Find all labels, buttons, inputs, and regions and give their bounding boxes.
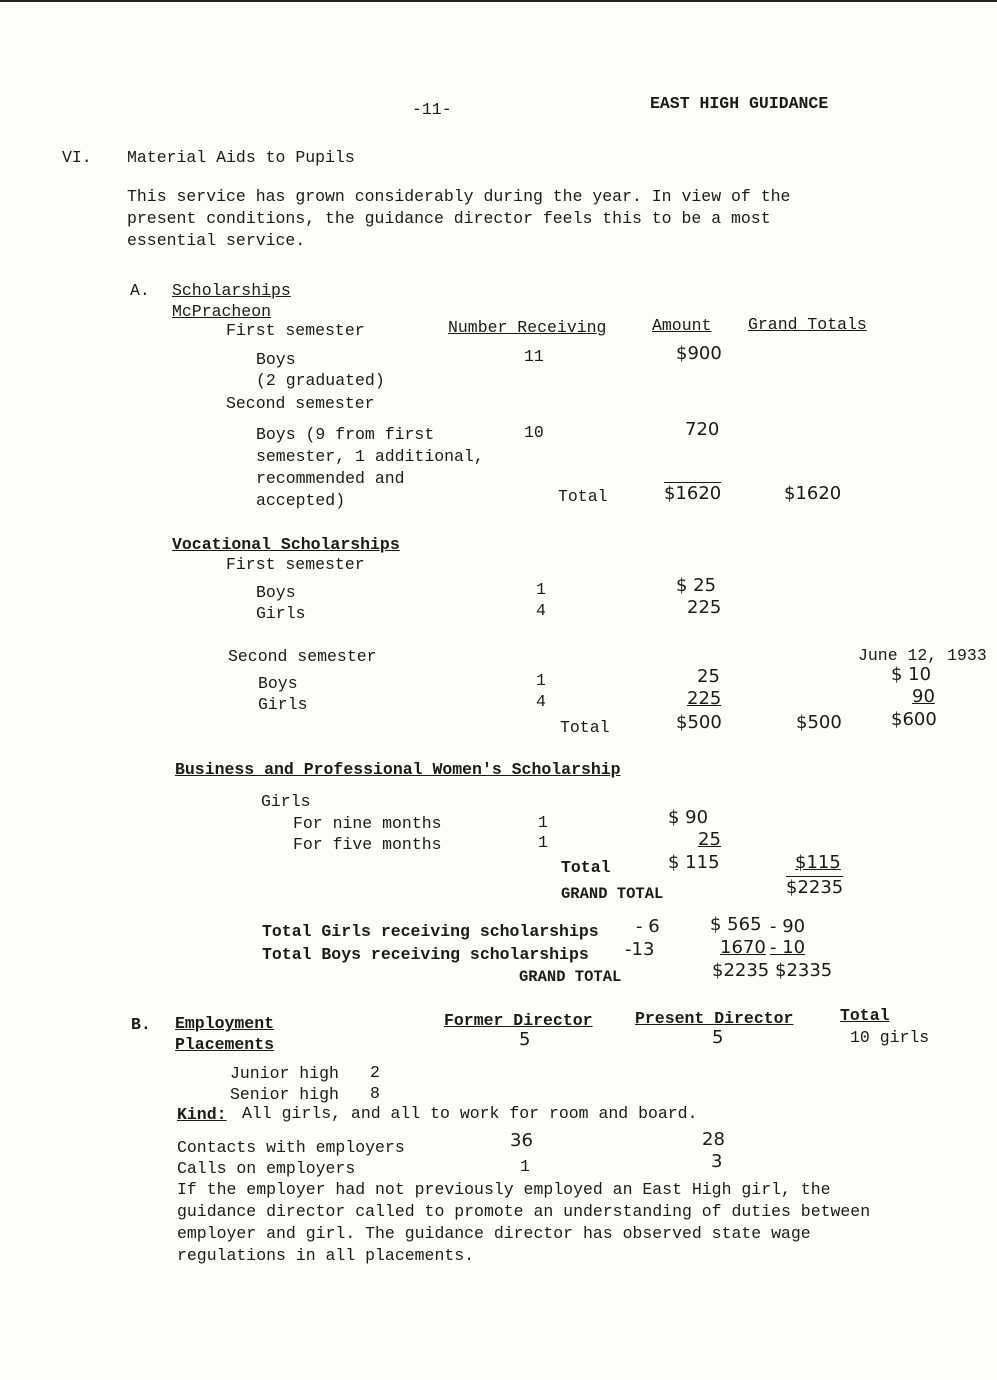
row-label: Girls (261, 792, 311, 811)
placements-heading: Placements (175, 1035, 275, 1054)
scholarships-heading: Scholarships (172, 281, 291, 300)
former-value: 5 (519, 1029, 531, 1050)
row-number: 1 (536, 580, 546, 599)
total-amount: $1620 (664, 483, 722, 504)
page-header-title: EAST HIGH GUIDANCE (650, 94, 829, 113)
col-former-director: Former Director (444, 1011, 593, 1030)
closing-line: regulations in all placements. (177, 1246, 475, 1265)
row-label: For five months (293, 835, 442, 854)
col-number-receiving: Number Receiving (448, 318, 607, 337)
row-amount: 225 (687, 688, 722, 709)
summary-girls-amount: $ 565 (710, 914, 762, 935)
summary-boys-amount: 1670 (720, 937, 766, 958)
intro-line: This service has grown considerably during the year. In view of the (127, 187, 791, 206)
grand-total-label: GRAND TOTAL (561, 885, 664, 903)
bpw-heading: Business and Professional Women's Scholarship (175, 760, 621, 779)
row-label: recommended and (256, 469, 405, 488)
row-value: 28 (702, 1129, 725, 1150)
total-value: 10 girls (850, 1028, 930, 1047)
col-present-director: Present Director (635, 1009, 794, 1028)
employment-heading: Employment (175, 1014, 275, 1033)
summary-girls-added: - 90 (770, 916, 806, 937)
row-label: Calls on employers (177, 1159, 356, 1178)
summary-grand-amount: $2235 (712, 960, 770, 981)
row-label: Senior high (230, 1085, 339, 1104)
summary-girls-count: - 6 (636, 916, 660, 937)
col-grand-totals: Grand Totals (748, 315, 867, 334)
summary-grand-label: GRAND TOTAL (519, 968, 622, 986)
row-amount: 225 (687, 597, 722, 618)
row-label: Boys (9 from first (256, 425, 435, 444)
row-label: Junior high (230, 1064, 339, 1083)
closing-line: If the employer had not previously employed an East High girl, the (177, 1180, 831, 1199)
kind-text: All girls, and all to work for room and board. (242, 1104, 698, 1123)
summary-girls-line: Total Girls receiving scholarships (262, 922, 599, 941)
col-total: Total (840, 1006, 890, 1025)
row-number: 4 (536, 692, 546, 711)
col-amount: Amount (652, 316, 712, 335)
intro-line: present conditions, the guidance director feels this to be a most (127, 209, 771, 228)
row-amount: 25 (698, 829, 721, 850)
first-semester-label: First semester (226, 555, 365, 574)
row-label: Boys (256, 350, 296, 369)
intro-line: essential service. (127, 231, 306, 250)
row-label: For nine months (293, 814, 442, 833)
row-number: 4 (536, 601, 546, 620)
margin-note-total: $600 (891, 709, 937, 730)
second-semester-label: Second semester (226, 394, 375, 413)
row-label: Boys (256, 583, 296, 602)
margin-note: $ 10 (891, 664, 932, 685)
summary-boys-count: -13 (625, 939, 655, 960)
total-label: Total (558, 487, 608, 506)
part-b-letter: B. (131, 1015, 151, 1034)
row-value: 2 (370, 1063, 380, 1082)
vocational-heading: Vocational Scholarships (172, 535, 400, 554)
kind-label: Kind: (177, 1105, 227, 1124)
total-label: Total (561, 858, 611, 877)
row-number: 1 (538, 813, 548, 832)
margin-note: 90 (912, 686, 935, 707)
grand-total-amount: $1620 (784, 483, 842, 504)
page-number: -11- (412, 100, 452, 119)
row-value: 1 (520, 1157, 530, 1176)
row-label: semester, 1 additional, (256, 447, 484, 466)
mcp-heading: McPracheon (172, 302, 272, 321)
total-amount: $ 115 (668, 852, 720, 873)
row-value: 8 (370, 1084, 380, 1103)
row-label: accepted) (256, 491, 346, 510)
summary-boys-line: Total Boys receiving scholarships (262, 945, 589, 964)
row-number: 1 (536, 671, 546, 690)
closing-line: employer and girl. The guidance director has observed state wage (177, 1224, 811, 1243)
row-amount: 720 (685, 419, 720, 440)
grand-total-value: $2235 (786, 877, 844, 898)
section-numeral: VI. (62, 148, 92, 167)
part-a-letter: A. (130, 281, 150, 300)
row-amount: $ 25 (676, 575, 717, 596)
row-amount: 25 (697, 666, 720, 687)
grand-total-amount: $115 (795, 852, 841, 873)
row-value: 36 (510, 1130, 533, 1151)
row-label: Girls (258, 695, 308, 714)
row-amount: $ 90 (668, 807, 709, 828)
first-semester-label: First semester (226, 321, 365, 340)
page-top-edge (0, 0, 997, 2)
row-number: 11 (524, 347, 544, 366)
row-number: 10 (524, 423, 544, 442)
summary-boys-added: - 10 (770, 937, 806, 958)
present-value: 5 (712, 1027, 724, 1048)
total-amount: $500 (676, 712, 722, 733)
summary-grand-alt: $2335 (775, 960, 833, 981)
closing-line: guidance director called to promote an understanding of duties between (177, 1202, 871, 1221)
row-label: Girls (256, 604, 306, 623)
row-label: Boys (258, 674, 298, 693)
row-number: 1 (538, 833, 548, 852)
section-heading: Material Aids to Pupils (127, 148, 355, 167)
second-semester-label: Second semester (228, 647, 377, 666)
row-value: 3 (711, 1151, 723, 1172)
row-note: (2 graduated) (256, 371, 385, 390)
date-note: June 12, 1933 (858, 646, 987, 665)
row-label: Contacts with employers (177, 1138, 405, 1157)
total-label: Total (560, 718, 610, 737)
row-amount: $900 (676, 343, 722, 364)
grand-total-amount: $500 (796, 712, 842, 733)
